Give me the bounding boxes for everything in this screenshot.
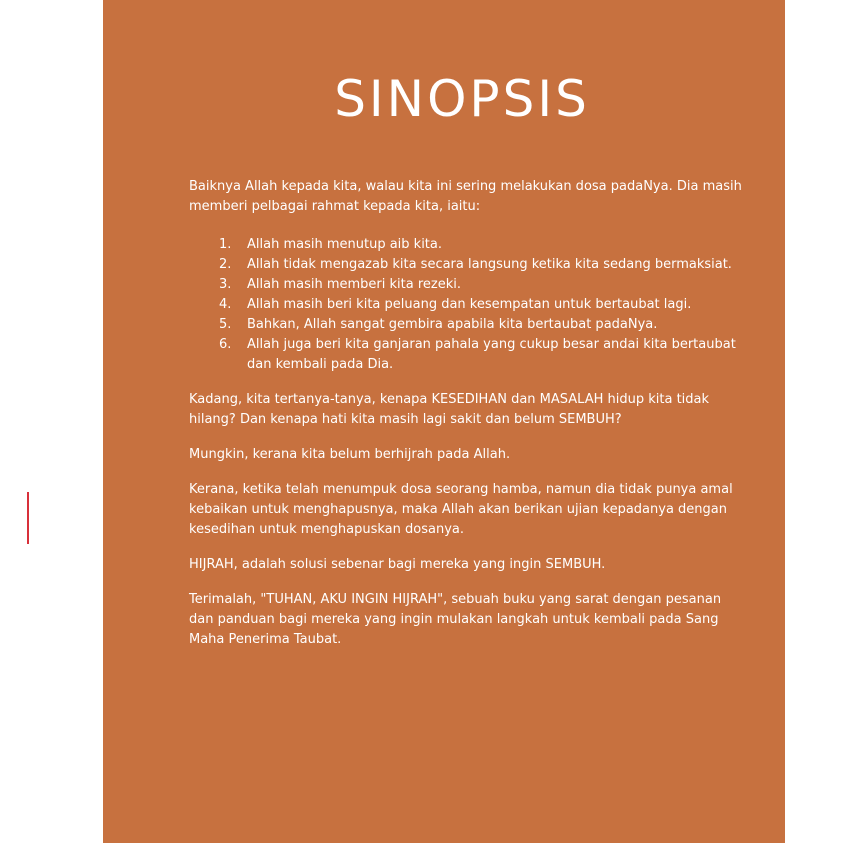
list-number: 4. xyxy=(219,297,232,312)
list-item xyxy=(219,255,749,275)
list-text: Allah masih memberi kita rezeki. xyxy=(247,277,461,292)
list-item xyxy=(219,295,749,315)
list-number: 3. xyxy=(219,277,232,292)
list-text: Allah masih menutup aib kita. xyxy=(247,237,442,252)
list-text: Bahkan, Allah sangat gembira apabila kita bertaubat padaNya. xyxy=(247,317,658,332)
list-number: 2. xyxy=(219,257,232,272)
list-number: 5. xyxy=(219,317,232,332)
closing-paragraph: Terimalah, "TUHAN, AKU INGIN HIJRAH", sebuah buku yang sarat dengan pesanan dan panduan bagi mereka yang ingin mulakan langkah untuk kembali pada Sang Maha Penerima Taubat. xyxy=(189,592,722,647)
list-number: 6. xyxy=(219,337,232,352)
page-title: SINOPSIS xyxy=(334,70,590,128)
list-item xyxy=(219,275,749,295)
list-item xyxy=(219,315,749,335)
list-text: Allah tidak mengazab kita secara langsung ketika kita sedang bermaksiat. xyxy=(247,257,732,272)
list-text: Allah juga beri kita ganjaran pahala yang cukup besar andai kita bertaubat dan kembali pada Dia. xyxy=(247,337,736,372)
hijrah-reason-paragraph: Mungkin, kerana kita belum berhijrah pada Allah. xyxy=(189,447,511,462)
list-number: 1. xyxy=(219,237,232,252)
synopsis-body xyxy=(189,177,749,650)
edge-mark xyxy=(27,492,29,544)
list-text: Allah masih beri kita peluang dan kesempatan untuk bertaubat lagi. xyxy=(247,297,692,312)
book-cover-back xyxy=(103,0,785,843)
trial-paragraph: Kerana, ketika telah menumpuk dosa seorang hamba, namun dia tidak punya amal kebaikan untuk menghapusnya, maka Allah akan berikan ujian kepadanya dengan kesedihan untuk menghapuskan dosanya. xyxy=(189,482,733,537)
blessings-list xyxy=(189,235,749,375)
list-item xyxy=(219,235,749,255)
solution-paragraph: HIJRAH, adalah solusi sebenar bagi mereka yang ingin SEMBUH. xyxy=(189,557,606,572)
question-paragraph: Kadang, kita tertanya-tanya, kenapa KESEDIHAN dan MASALAH hidup kita tidak hilang? Dan kenapa hati kita masih lagi sakit dan belum SEMBUH? xyxy=(189,392,710,427)
list-item xyxy=(219,335,749,375)
intro-paragraph: Baiknya Allah kepada kita, walau kita ini sering melakukan dosa padaNya. Dia masih memberi pelbagai rahmat kepada kita, iaitu: xyxy=(189,179,742,214)
